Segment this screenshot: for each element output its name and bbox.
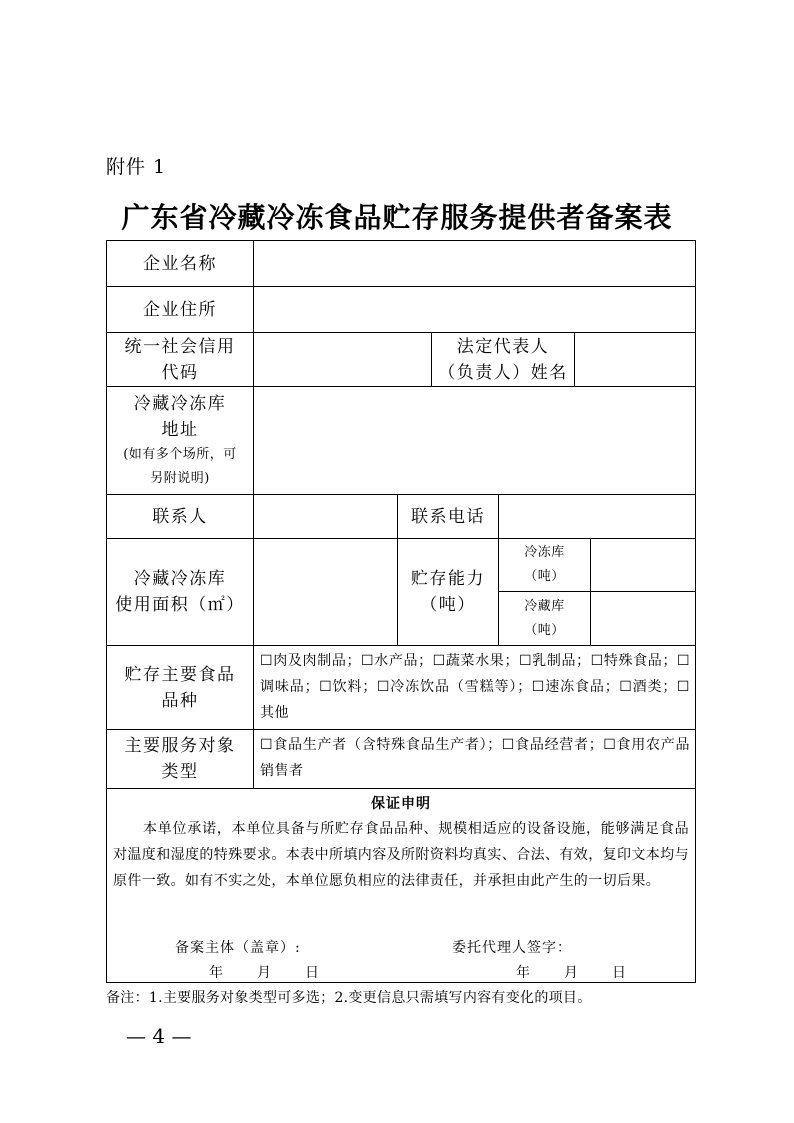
company-name-label: 企业名称 <box>143 253 217 274</box>
storage-area-label <box>107 539 253 645</box>
service-types-label-line1: 主要服务对象 <box>124 736 236 756</box>
storage-capacity-label-line1: 贮存能力 <box>411 569 485 589</box>
contact-person-field[interactable] <box>254 495 397 538</box>
storage-address-label-line2: 地址 <box>161 419 199 440</box>
credit-code-label-line1: 统一社会信用 <box>124 336 236 357</box>
filer-date-day: 日 <box>305 965 319 981</box>
storage-area-label-line2: 使用面积（㎡） <box>115 595 245 615</box>
chiller-capacity-field[interactable] <box>591 592 695 645</box>
filer-date-month: 月 <box>257 965 271 981</box>
legal-rep-label-line1: 法定代表人 <box>456 336 550 357</box>
freezer-capacity-label-line1: 冷冻库 <box>524 545 565 560</box>
contact-phone-label: 联系电话 <box>411 506 485 527</box>
credit-code-field[interactable] <box>254 333 431 386</box>
food-types-label-line2: 品种 <box>161 690 199 711</box>
freezer-capacity-field[interactable] <box>591 539 695 591</box>
agent-signature-label: 委托代理人签字： <box>452 940 572 956</box>
storage-address-label <box>107 387 253 494</box>
legal-rep-label <box>432 333 574 386</box>
credit-code-label-line2: 代码 <box>161 362 199 383</box>
storage-area-field[interactable] <box>254 539 397 645</box>
declaration-title: 保证申明 <box>371 796 431 812</box>
food-types-options[interactable]: ☐肉及肉制品；☐水产品；☐蔬菜水果；☐乳制品；☐特殊食品；☐调味品；☐饮料；☐冷冻饮品（雪糕等）；☐速冻食品；☐酒类；☐其他 <box>260 653 690 721</box>
company-address-field[interactable] <box>254 287 695 332</box>
filer-seal-label: 备案主体（盖章）: <box>175 940 301 956</box>
attachment-label: 附件 1 <box>106 156 167 178</box>
storage-address-note-line2: 另附说明) <box>150 470 210 486</box>
filer-date-year: 年 <box>209 965 223 981</box>
legal-rep-field[interactable] <box>575 333 695 386</box>
storage-area-label-line1: 冷藏冷冻库 <box>133 569 227 589</box>
contact-phone-field[interactable] <box>499 495 695 538</box>
row-divider <box>106 788 696 789</box>
form-title: 广东省冷藏冷冻食品贮存服务提供者备案表 <box>121 201 673 234</box>
credit-code-label <box>107 333 253 386</box>
service-types-options[interactable]: ☐食品生产者（含特殊食品生产者）；☐食品经营者；☐食用农产品销售者 <box>260 737 690 779</box>
service-types-label <box>107 730 253 788</box>
food-types-label <box>107 646 253 729</box>
storage-address-note-line1: (如有多个场所，可 <box>123 446 237 462</box>
legal-rep-label-line2: （负责人）姓名 <box>438 362 568 383</box>
service-types-label-line2: 类型 <box>161 762 199 782</box>
agent-date-day: 日 <box>612 965 626 981</box>
freezer-capacity-label <box>499 539 590 591</box>
contact-person-label: 联系人 <box>152 506 208 527</box>
company-name-field[interactable] <box>254 241 695 286</box>
storage-address-label-line1: 冷藏冷冻库 <box>133 393 227 414</box>
agent-date-month: 月 <box>564 965 578 981</box>
food-types-label-line1: 贮存主要食品 <box>124 664 236 685</box>
chiller-capacity-label-line2: （吨） <box>524 622 565 638</box>
company-address-label: 企业住所 <box>143 299 217 320</box>
freezer-capacity-label-line2: （吨） <box>524 569 565 584</box>
page-number: — 4 — <box>126 1024 192 1048</box>
storage-capacity-label-line2: （吨） <box>420 595 476 615</box>
storage-address-field[interactable] <box>254 387 695 494</box>
agent-date-year: 年 <box>516 965 530 981</box>
chiller-capacity-label-line1: 冷藏库 <box>524 598 565 614</box>
chiller-capacity-label <box>499 592 590 645</box>
declaration-body: 本单位承诺，本单位具备与所贮存食品品种、规模相适应的设备设施，能够满足食品对温度和湿度的特殊要求。本表中所填内容及所附资料均真实、合法、有效，复印文本均与原件一致。如有不实之处，本单位愿负相应的法律责任，并承担由此产生的一切后果。 <box>113 821 689 889</box>
storage-capacity-label <box>398 539 498 645</box>
footnote: 备注：1.主要服务对象类型可多选；2.变更信息只需填写内容有变化的项目。 <box>106 990 592 1006</box>
